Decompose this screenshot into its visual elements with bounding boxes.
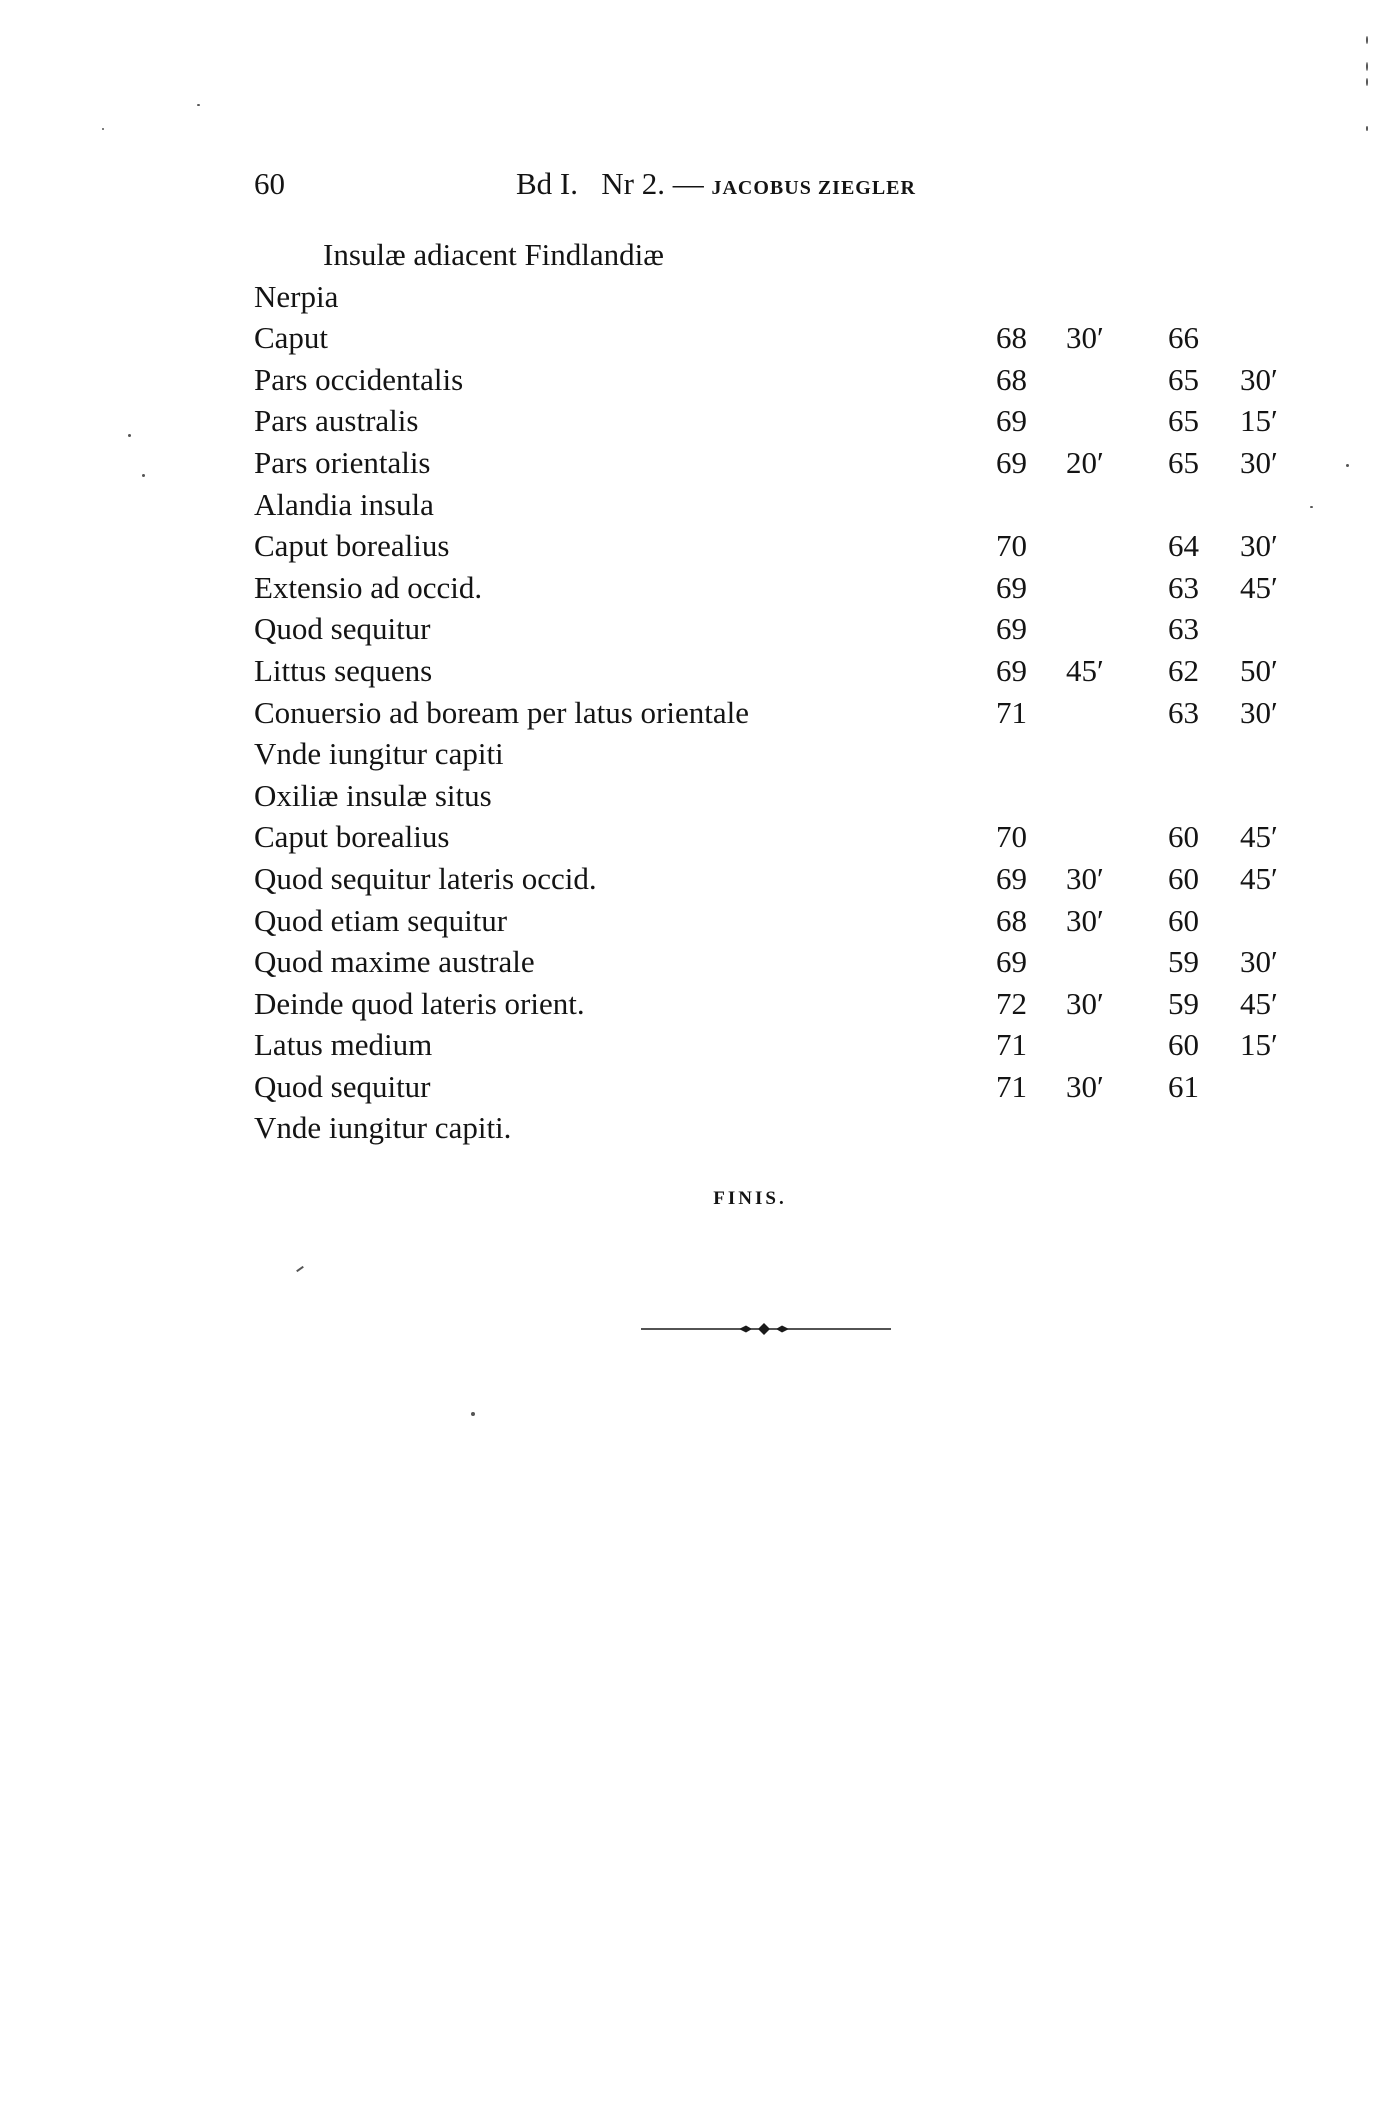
table-row	[254, 484, 1314, 526]
table-row	[254, 816, 1314, 858]
running-head	[516, 166, 916, 202]
latitude-degrees: 71	[996, 1027, 1027, 1063]
longitude-minutes: 30′	[1240, 444, 1278, 480]
longitude-degrees: 66	[1168, 320, 1199, 356]
coordinate-table	[254, 234, 1314, 1149]
longitude-minutes: 45′	[1240, 819, 1278, 855]
latitude-minutes: 45′	[1066, 652, 1104, 688]
longitude-minutes: 30′	[1240, 944, 1278, 980]
longitude-minutes: 45′	[1240, 985, 1278, 1021]
latitude-degrees: 68	[996, 902, 1027, 938]
place-name: Vnde iungitur capiti	[254, 736, 504, 772]
latitude-minutes: 30′	[1066, 320, 1104, 356]
print-speck	[197, 104, 200, 106]
longitude-degrees: 65	[1168, 403, 1199, 439]
longitude-minutes: 45′	[1240, 860, 1278, 896]
table-row	[254, 276, 1314, 318]
table-row	[254, 234, 1314, 276]
longitude-degrees: 60	[1168, 1027, 1199, 1063]
table-row	[254, 941, 1314, 983]
latitude-degrees: 69	[996, 860, 1027, 896]
print-speck	[1366, 62, 1368, 71]
table-row	[254, 775, 1314, 817]
place-name: Caput borealius	[254, 528, 450, 564]
table-row	[254, 983, 1314, 1025]
latitude-degrees: 70	[996, 528, 1027, 564]
finis-label: FINIS.	[713, 1188, 787, 1209]
longitude-degrees: 65	[1168, 444, 1199, 480]
place-name: Quod sequitur lateris occid.	[254, 860, 597, 896]
print-speck	[142, 474, 145, 477]
place-name: Insulæ adiacent Findlandiæ	[323, 237, 664, 272]
place-name: Latus medium	[254, 1027, 433, 1063]
latitude-degrees: 71	[996, 1068, 1027, 1104]
table-row	[254, 567, 1314, 609]
page-number: 60	[254, 166, 285, 201]
latitude-degrees: 68	[996, 361, 1027, 397]
longitude-degrees: 60	[1168, 860, 1199, 896]
print-speck	[1310, 506, 1313, 508]
longitude-degrees: 63	[1168, 694, 1199, 730]
table-row	[254, 317, 1314, 359]
print-speck	[1346, 464, 1349, 467]
place-name: Littus sequens	[254, 652, 433, 688]
table-row	[254, 359, 1314, 401]
longitude-minutes: 15′	[1240, 1027, 1278, 1063]
latitude-degrees: 68	[996, 320, 1027, 356]
latitude-minutes: 30′	[1066, 860, 1104, 896]
latitude-degrees: 70	[996, 819, 1027, 855]
ornament-rule	[641, 1322, 891, 1336]
table-row	[254, 858, 1314, 900]
longitude-degrees: 63	[1168, 611, 1199, 647]
place-name: Deinde quod lateris orient.	[254, 985, 585, 1021]
latitude-degrees: 69	[996, 403, 1027, 439]
table-row	[254, 442, 1314, 484]
longitude-degrees: 64	[1168, 528, 1199, 564]
print-speck	[1366, 36, 1368, 44]
table-row	[254, 1024, 1314, 1066]
place-name: Quod maxime australe	[254, 944, 535, 980]
longitude-degrees: 65	[1168, 361, 1199, 397]
table-row	[254, 1066, 1314, 1108]
latitude-degrees: 69	[996, 569, 1027, 605]
place-name: Oxiliæ insulæ situs	[254, 777, 492, 813]
latitude-degrees: 69	[996, 652, 1027, 688]
place-name: Nerpia	[254, 278, 339, 314]
latitude-degrees: 69	[996, 444, 1027, 480]
place-name: Caput	[254, 320, 329, 356]
print-speck	[128, 434, 131, 437]
latitude-degrees: 72	[996, 985, 1027, 1021]
place-name: Conuersio ad boream per latus orientale	[254, 694, 749, 730]
print-speck	[471, 1412, 475, 1416]
place-name: Extensio ad occid.	[254, 569, 483, 605]
table-row	[254, 1107, 1314, 1149]
running-header	[254, 166, 1154, 206]
latitude-minutes: 30′	[1066, 902, 1104, 938]
table-row	[254, 692, 1314, 734]
place-name: Quod sequitur	[254, 1068, 431, 1104]
longitude-degrees: 59	[1168, 985, 1199, 1021]
table-row	[254, 900, 1314, 942]
place-name: Alandia insula	[254, 486, 434, 522]
longitude-minutes: 15′	[1240, 403, 1278, 439]
latitude-degrees: 69	[996, 611, 1027, 647]
place-name: Pars occidentalis	[254, 361, 464, 397]
print-speck	[1366, 78, 1368, 86]
latitude-minutes: 20′	[1066, 444, 1104, 480]
print-speck	[296, 1266, 304, 1272]
longitude-degrees: 59	[1168, 944, 1199, 980]
longitude-degrees: 61	[1168, 1068, 1199, 1104]
table-row	[254, 650, 1314, 692]
longitude-minutes: 50′	[1240, 652, 1278, 688]
running-head-volume: Bd I. Nr 2. —	[516, 166, 712, 201]
running-head-author: JACOBUS ZIEGLER	[711, 177, 916, 199]
table-row	[254, 733, 1314, 775]
longitude-degrees: 62	[1168, 652, 1199, 688]
longitude-degrees: 60	[1168, 819, 1199, 855]
table-row	[254, 608, 1314, 650]
place-name: Quod sequitur	[254, 611, 431, 647]
longitude-degrees: 60	[1168, 902, 1199, 938]
latitude-degrees: 71	[996, 694, 1027, 730]
place-name: Quod etiam sequitur	[254, 902, 508, 938]
table-row	[254, 525, 1314, 567]
longitude-minutes: 30′	[1240, 361, 1278, 397]
place-name: Vnde iungitur capiti.	[254, 1110, 512, 1146]
place-name: Caput borealius	[254, 819, 450, 855]
longitude-minutes: 30′	[1240, 694, 1278, 730]
latitude-minutes: 30′	[1066, 1068, 1104, 1104]
longitude-minutes: 45′	[1240, 569, 1278, 605]
place-name: Pars australis	[254, 403, 419, 439]
longitude-minutes: 30′	[1240, 528, 1278, 564]
table-row	[254, 400, 1314, 442]
longitude-degrees: 63	[1168, 569, 1199, 605]
print-speck	[102, 128, 104, 130]
latitude-minutes: 30′	[1066, 985, 1104, 1021]
print-speck	[1366, 126, 1368, 131]
place-name: Pars orientalis	[254, 444, 431, 480]
latitude-degrees: 69	[996, 944, 1027, 980]
